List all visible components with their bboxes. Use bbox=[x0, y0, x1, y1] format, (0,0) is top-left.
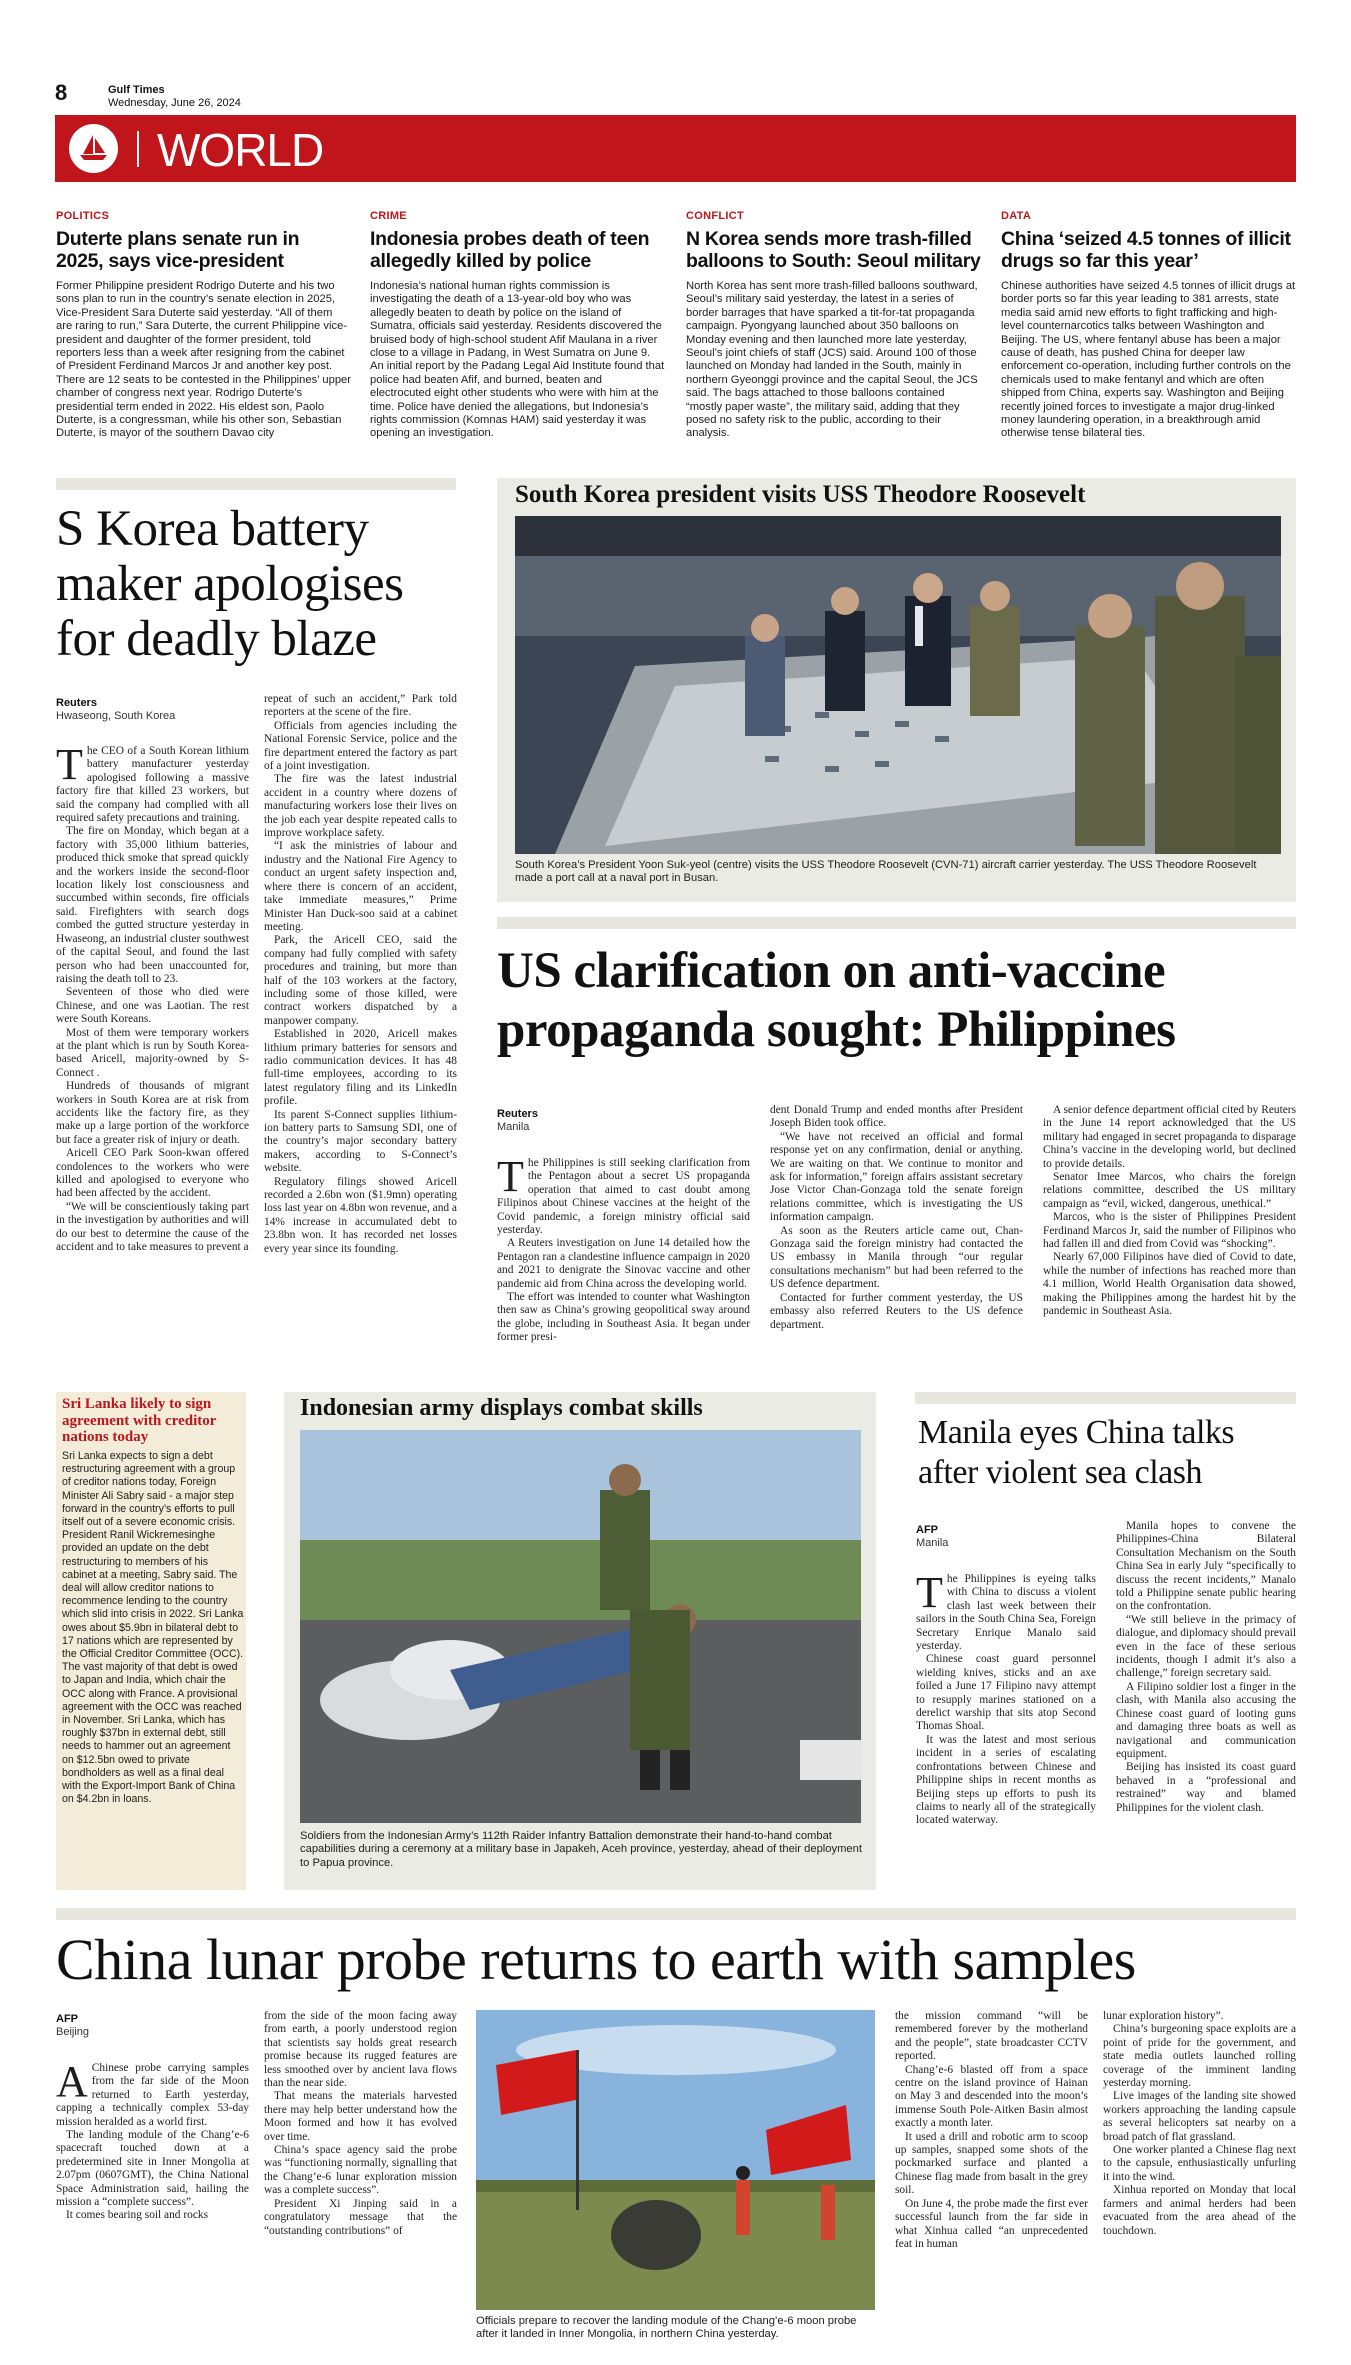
brief-headline: Indonesia probes death of teen allegedly killed by police bbox=[370, 228, 650, 272]
paragraph: On June 4, the probe made the first ever successful launch from the far side in what Xinhua called “an unprecedented feat in human bbox=[895, 2197, 1088, 2250]
vaccine-col1 bbox=[497, 1152, 750, 1345]
page-date: Wednesday, June 26, 2024 bbox=[108, 97, 241, 109]
paragraph: The fire on Monday, which began at a factory with 35,000 lithium batteries, produced thick smoke that spread quickly and the workers inside the second-floor location likely lost consciousness and succumbed within seconds, fire officials said. Firefighters with search dogs combed the gutted structure yesterday in Hwaseong, an industrial cluster southwest of the capital Seoul, and found the last person who had been unaccounted for, raising the death toll to 23. bbox=[56, 825, 249, 985]
section-banner bbox=[55, 115, 1296, 182]
brief-text: Chinese authorities have seized 4.5 tonnes of illicit drugs at border ports so far this year leading to 381 arrests, state media said amid new efforts to fight trafficking and high-level counternarcotics talks between Washington and Beijing. The US, where fentanyl abuse has been a major cause of death, has pushed China for deeper law enforcement co-operation, including further controls on the chemicals used to make fentanyl and which are often shipped from China, experts say. Washington and Beijing recently joined forces to investigate a major drug-linked money laundering operation, in a breakthrough amid otherwise tense bilateral ties. bbox=[1001, 280, 1296, 440]
paragraph: Most of them were temporary workers at the plant which is run by South Korea-based Aricell, majority-owned by S-Connect . bbox=[56, 1026, 249, 1079]
paragraph: Regulatory filings showed Aricell recorded a 2.6bn won ($1.9mn) operating loss last year on 4.8bn won revenue, and a 14% increase in accumulated debt to 23.8bn won. It has recorded net losses every year since its founding. bbox=[264, 1175, 457, 1255]
section-rule bbox=[497, 917, 1296, 929]
lunar-col1 bbox=[56, 2057, 249, 2223]
paragraph: the mission command “will be remembered forever by the motherland and the people”, state broadcaster CCTV reported. bbox=[895, 2010, 1088, 2063]
brief-tag: CRIME bbox=[370, 210, 407, 222]
section-rule bbox=[915, 1392, 1296, 1404]
manila-col1 bbox=[916, 1568, 1096, 1828]
logo-emblem bbox=[69, 124, 118, 173]
paragraph: “I ask the ministries of labour and industry and the National Fire Agency to conduct an urgent safety inspection and, where there is concern of an accident, take immediate measures,” Prime Minister Han Duck-soo said at a cabinet meeting. bbox=[264, 840, 457, 933]
uss-photo-box bbox=[497, 478, 1296, 902]
paragraph: It was the latest and most serious incident in a series of escalating confrontations between Chinese and Philippine ships in recent months as Beijing steps up efforts to push its claims to nearly all of the strategically located waterway. bbox=[916, 1733, 1096, 1827]
brief-text: Former Philippine president Rodrigo Duterte and his two sons plan to run in the country’s senate election in 2025, Vice-President Sara Duterte said yesterday. “All of them are raring to run,” Sara Duterte, the current Philippine vice-president and daughter of the former president, told reporters less than a week after resigning from the cabinet of President Ferdinand Marcos Jr and another key post. There are 12 seats to be contested in the Philippines’ upper chamber of congress next year. Rodrigo Duterte’s presidential term ended in 2022. His eldest son, Paolo Duterte, is a congressman, while his other son, Sebastian Duterte, is mayor of the southern Davao city bbox=[56, 280, 351, 440]
paragraph: Officials from agencies including the National Forensic Service, police and the fire department entered the factory as part of a joint investigation. bbox=[264, 719, 457, 773]
lunar-col4 bbox=[1103, 2010, 1296, 2238]
lunar-col3 bbox=[895, 2010, 1088, 2251]
army-photo-image bbox=[300, 1430, 861, 1823]
battery-headline: S Korea battery maker apologises for deadly blaze bbox=[56, 501, 404, 667]
brief-tag: DATA bbox=[1001, 210, 1032, 222]
lunar-photo-image bbox=[476, 2010, 875, 2310]
paragraph: Live images of the landing site showed workers approaching the landing capsule as several helicopters sat nearby on a broad patch of flat grassland. bbox=[1103, 2090, 1296, 2143]
paragraph: Park, the Aricell CEO, said the company had fully complied with safety procedures and training, but more than half of the 103 workers at the factory, including some of those killed, were contract workers dispatched by a manpower company. bbox=[264, 934, 457, 1027]
paragraph: A Filipino soldier lost a finger in the clash, with Manila also accusing the Chinese coast guard of looting guns and damaging three boats as well as navigational and communication equipment. bbox=[1116, 1680, 1296, 1760]
brief-text: North Korea has sent more trash-filled balloons southward, Seoul’s military said yesterday, the latest in a series of border barrages that have sparked a tit-for-tat propaganda campaign. Pyongyang launched about 350 balloons on Monday evening and then launched more late yesterday, Seoul’s joint chiefs of staff (JCS) said. Around 100 of those launched on Monday had landed in the South, mainly in northern Gyeonggi province and the capital Seoul, the JCS said. The bags attached to those balloons contained “mostly paper waste”, the military said, adding that they posed no safety risk to the public, according to their analysis. bbox=[686, 280, 978, 440]
paragraph: The Philippines is eyeing talks with China to discuss a violent clash last week between their sailors in the South China Sea, Foreign Secretary Enrique Manalo said yesterday. bbox=[916, 1568, 1096, 1653]
lunar-agency: AFP bbox=[56, 2013, 78, 2025]
srilanka-headline: Sri Lanka likely to sign agreement with creditor nations today bbox=[62, 1396, 217, 1445]
paragraph: It used a drill and robotic arm to scoop up samples, snapped some shots of the pockmarked surface and planted a Chinese flag made from basalt in the grey soil. bbox=[895, 2130, 1088, 2197]
lunar-caption: Officials prepare to recover the landing module of the Chang’e-6 moon probe after it landed in Inner Mongolia, in northern China yesterday. bbox=[476, 2315, 857, 2341]
paragraph: Chang’e-6 blasted off from a space centre on the island province of Hainan on May 3 and descended into the moon’s immense South Pole-Aitken Basin almost exactly a month later. bbox=[895, 2063, 1088, 2130]
paragraph: Manila hopes to convene the Philippines-China Bilateral Consultation Mechanism on the South China Sea in early July “specifically to discuss the recent incidents,” Manalo told a Philippine senate public hearing on the confrontation. bbox=[1116, 1520, 1296, 1613]
paragraph: It comes bearing soil and rocks bbox=[66, 2209, 209, 2222]
brief-text: Indonesia’s national human rights commission is investigating the death of a 13-year-old boy who was allegedly beaten to death by police on the island of Sumatra, officials said yesterday. Residents discovered the bruised body of high-school student Afif Maulana in a river close to a village in Padang, in West Sumatra on June 9. An initial report by the Padang Legal Aid Institute found that police had beaten Afif, and burned, beaten and electrocuted eight other students who were with him at the time. Police have denied the allegations, but Indonesia’s rights commission (Komnas HAM) said yesterday it was opening an investigation. bbox=[370, 280, 665, 440]
paragraph: China’s space agency said the probe was “functioning normally, signalling that the Chang’e-6 lunar exploration mission was a complete success”. bbox=[264, 2144, 457, 2197]
paragraph: Hundreds of thousands of migrant workers in South Korea are at risk from accidents like the factory fire, as they make up a large portion of the workforce but face a greater risk of injury or death. bbox=[56, 1080, 249, 1146]
brief-headline: Duterte plans senate run in 2025, says vice-president bbox=[56, 228, 300, 272]
uss-caption: South Korea’s President Yoon Suk-yeol (centre) visits the USS Theodore Roosevelt (CVN-71) aircraft carrier yesterday. The USS Theodore Roosevelt made a port call at a naval port in Busan. bbox=[515, 859, 1257, 885]
army-photo-box bbox=[284, 1392, 876, 1890]
section-rule bbox=[56, 478, 456, 490]
banner-divider bbox=[137, 131, 139, 167]
paragraph: Established in 2020, Aricell makes lithium primary batteries for sensors and radio communication devices. It has 48 full-time employees, according to its latest regulatory filing and its LinkedIn profile. bbox=[264, 1028, 457, 1108]
lunar-headline: China lunar probe returns to earth with samples bbox=[56, 1927, 1136, 1992]
paragraph: The CEO of a South Korean lithium battery manufacturer yesterday apologised following a massive factory fire that killed 23 workers, but said the company had complied with all required safety precautions and training. bbox=[56, 740, 249, 825]
paragraph: The effort was intended to counter what Washington then saw as China’s growing geopolitical sway around the globe, including in Southeast Asia. It began under former presi- bbox=[497, 1291, 750, 1344]
battery-place: Hwaseong, South Korea bbox=[56, 710, 176, 722]
paper-name: Gulf Times bbox=[108, 84, 165, 96]
manila-col2 bbox=[1116, 1520, 1296, 1815]
paragraph: Chinese coast guard personnel wielding knives, sticks and an axe foiled a June 17 Filipino navy attempt to resupply marines stationed on a derelict warship that sits atop Second Thomas Shoal. bbox=[916, 1653, 1096, 1733]
uss-photo-image bbox=[515, 516, 1281, 854]
paragraph: “We have not received an official and formal response yet on any confirmation, denial or anything. We are waiting on that. We continue to monitor and ask for information,” foreign affairs assistant secretary Jose Victor Chan-Gonzaga told the senate foreign relations committee, which is investigating the US information campaign. bbox=[770, 1130, 1023, 1224]
srilanka-text: Sri Lanka expects to sign a debt restructuring agreement with a group of creditor nations today, Foreign Minister Ali Sabry said - a major step forward in the country’s efforts to pull itself out of a severe economic crisis. President Ranil Wickremesinghe provided an update on the debt restructuring to members of his cabinet at a meeting, Sabry said. The deal will allow creditor nations to recommence lending to the country which slid into crisis in 2022. Sri Lanka owes about $5.9bn in bilateral debt to 17 nations which are represented by the Official Creditor Committee (OCC). The vast majority of that debt is owed to Japan and India, which chair the OCC along with France. A provisional agreement with the OCC was reached in November. Sri Lanka, which has roughly $37bn in external debt, still needs to hammer out an agreement on $12.5bn owed to private bondholders as well as a final deal with the Export-Import Bank of China on $4.2bn in loans. bbox=[62, 1450, 244, 1806]
section-title: WORLD bbox=[157, 124, 324, 176]
brief-headline: N Korea sends more trash-filled balloons to South: Seoul military bbox=[686, 228, 981, 272]
paragraph: A Reuters investigation on June 14 detailed how the Pentagon ran a clandestine influence campaign in 2020 and 2021 to denigrate the Sinovac vaccine and other pandemic aid from China across the developing world. bbox=[497, 1237, 750, 1290]
paragraph: dent Donald Trump and ended months after President Joseph Biden took office. bbox=[770, 1104, 1023, 1130]
paragraph: The landing module of the Chang’e-6 spacecraft touched down at a predetermined site in Inner Mongolia at 2.07pm (0607GMT), the China National Space Administration said, hailing the mission a “complete success”. bbox=[56, 2129, 249, 2209]
battery-agency: Reuters bbox=[56, 697, 97, 709]
lunar-photo bbox=[476, 2010, 875, 2310]
paragraph: Its parent S-Connect supplies lithium-ion battery parts to Samsung SDI, one of the country’s major secondary battery makers, according to S-Connect’s website. bbox=[264, 1108, 457, 1175]
paragraph: The Philippines is still seeking clarification from the Pentagon about a secret US propaganda operation that aimed to cast doubt among Filipinos about Chinese vaccines at the height of the Covid pandemic, a foreign ministry official said yesterday. bbox=[497, 1152, 750, 1237]
paragraph: “We still believe in the primacy of dialogue, and diplomacy should prevail even in the face of these serious incidents, though I admit it’s also a challenge,” foreign secretary said. bbox=[1116, 1613, 1296, 1680]
brief-headline: China ‘seized 4.5 tonnes of illicit drugs so far this year’ bbox=[1001, 228, 1291, 272]
army-photo bbox=[300, 1430, 861, 1823]
srilanka-box bbox=[56, 1392, 246, 1890]
paragraph: Contacted for further comment yesterday, the US embassy also referred Reuters to the US defence department. bbox=[770, 1291, 1023, 1331]
brief-data bbox=[1001, 210, 1296, 441]
paragraph: Xinhua reported on Monday that local farmers and animal herders had been evacuated from the area ahead of the touchdown. bbox=[1103, 2184, 1296, 2237]
uss-headline: South Korea president visits USS Theodore Roosevelt bbox=[515, 481, 1086, 508]
manila-place: Manila bbox=[916, 1537, 949, 1549]
paragraph: Seventeen of those who died were Chinese, and one was Laotian. The rest were South Koreans. bbox=[56, 986, 249, 1026]
paragraph: One worker planted a Chinese flag next to the capsule, enthusiastically unfurling it into the wind. bbox=[1103, 2144, 1296, 2183]
paragraph: lunar exploration history”. bbox=[1103, 2010, 1224, 2022]
section-rule bbox=[56, 1908, 1296, 1920]
manila-agency: AFP bbox=[916, 1524, 938, 1536]
vaccine-agency: Reuters bbox=[497, 1108, 538, 1120]
vaccine-col2 bbox=[770, 1104, 1023, 1332]
brief-politics bbox=[56, 210, 351, 441]
paragraph: Marcos, who is the sister of Philippines President Ferdinand Marcos Jr, said the number of Filipinos who had fallen ill and died from Covid was “shocking”. bbox=[1043, 1211, 1296, 1251]
paragraph: That means the materials harvested there may help better understand how the Moon formed and how it has evolved over time. bbox=[264, 2090, 457, 2143]
vaccine-place: Manila bbox=[497, 1121, 530, 1133]
paragraph: China’s burgeoning space exploits are a point of pride for the government, and state media outlets launched rolling coverage of the imminent landing yesterday morning. bbox=[1103, 2023, 1296, 2090]
paragraph: As soon as the Reuters article came out, Chan-Gonzaga said the foreign ministry had contacted the US embassy in Manila through “our regular consultations mechanism” but had been referred to the US defence department. bbox=[770, 1224, 1023, 1291]
battery-col2 bbox=[264, 693, 457, 1256]
vaccine-headline: US clarification on anti-vaccine propaganda sought: Philippines bbox=[497, 943, 1176, 1058]
paragraph: Aricell CEO Park Soon-kwan offered condolences to the workers who were killed and apologised to everyone who had been affected by the accident. bbox=[56, 1147, 249, 1200]
battery-col1 bbox=[56, 740, 249, 1254]
paragraph: Senator Imee Marcos, who chairs the foreign relations committee, described the US military campaign as “evil, wicked, dangerous, unethical.” bbox=[1043, 1171, 1296, 1210]
brief-conflict bbox=[686, 210, 981, 441]
paragraph: “We will be conscientiously taking part in the investigation by authorities and will do our best to determine the cause of the accident and to take measures to prevent a bbox=[56, 1200, 249, 1254]
vaccine-col3 bbox=[1043, 1104, 1296, 1319]
brief-tag: CONFLICT bbox=[686, 210, 745, 222]
dhow-icon bbox=[69, 124, 118, 173]
paragraph: Nearly 67,000 Filipinos have died of Covid to date, while the number of infections has reached more than 4.1 million, World Health Organisation data showed, making the Philippines among the hardest hit by the pandemic in Southeast Asia. bbox=[1043, 1251, 1296, 1318]
page-number: 8 bbox=[55, 80, 68, 105]
paragraph: AChinese probe carrying samples from the far side of the Moon returned to Earth yesterday, capping a technically complex 53-day mission heralded as a world first. bbox=[56, 2057, 249, 2128]
paragraph: Beijing has insisted its coast guard behaved in a “professional and restrained” way and blamed Philippines for the violent clash. bbox=[1116, 1761, 1296, 1814]
brief-tag: POLITICS bbox=[56, 210, 110, 222]
paragraph: President Xi Jinping said in a congratulatory message that the “outstanding contributions” of bbox=[264, 2197, 457, 2237]
paragraph: A senior defence department official cited by Reuters in the June 14 report acknowledged that the US military had engaged in secret propaganda to disparage China’s vaccine in the developing world, but declined to provide details. bbox=[1043, 1104, 1297, 1170]
lunar-col2 bbox=[264, 2010, 457, 2238]
paragraph: from the side of the moon facing away from earth, a poorly understood region that scientists say holds great research promise because its rugged features are less smoothed over by ancient lava flows than the near side. bbox=[264, 2010, 457, 2090]
manila-headline: Manila eyes China talks after violent sea clash bbox=[918, 1414, 1235, 1491]
paragraph: The fire was the latest industrial accident in a country where dozens of manufacturing workers lose their lives on the job each year despite repeated calls to improve workplace safety. bbox=[264, 773, 457, 840]
paragraph: repeat of such an accident,” Park told reporters at the scene of the fire. bbox=[264, 693, 457, 719]
brief-crime bbox=[370, 210, 665, 441]
army-headline: Indonesian army displays combat skills bbox=[300, 1395, 703, 1421]
uss-photo bbox=[515, 516, 1281, 854]
lunar-place: Beijing bbox=[56, 2026, 90, 2038]
army-caption: Soldiers from the Indonesian Army’s 112th Raider Infantry Battalion demonstrate their hand-to-hand combat capabilities during a ceremony at a military base in Japakeh, Aceh province, yesterday, ahead of their deployment to Papua province. bbox=[300, 1830, 862, 1869]
